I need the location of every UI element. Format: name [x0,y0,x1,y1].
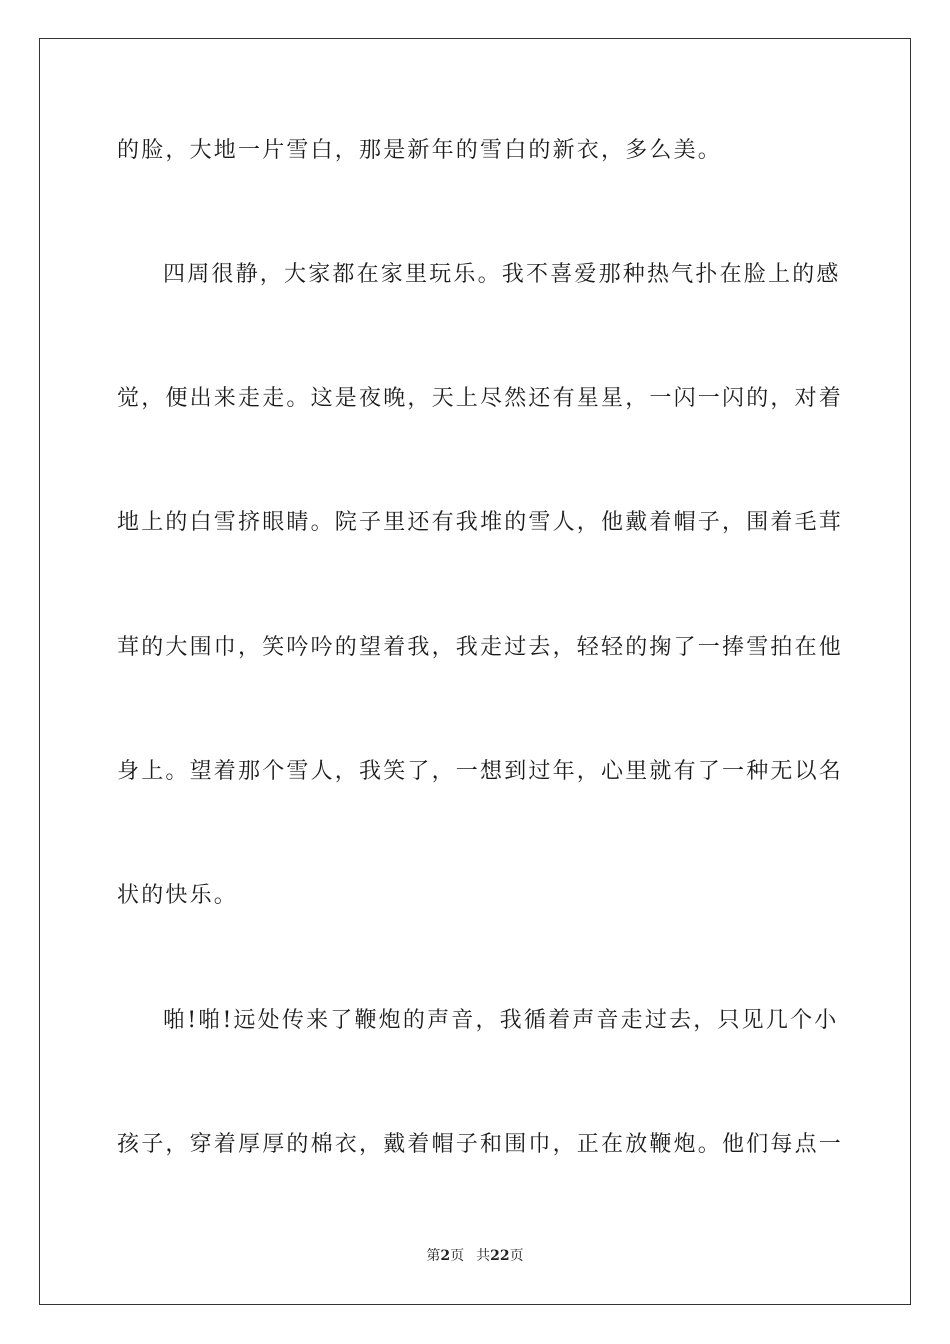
page-footer [0,1246,950,1266]
text-line-7: 状的快乐。 [117,883,239,908]
text-line-8: 啪!啪!远处传来了鞭炮的声音，我循着声音走过去，只见几个小 [163,1008,839,1033]
total-pages: 22 [490,1248,510,1264]
text-line-6: 身上。望着那个雪人，我笑了，一想到过年，心里就有了一种无以名 [117,759,844,784]
text-line-9: 孩子，穿着厚厚的棉衣，戴着帽子和围巾，正在放鞭炮。他们每点一 [117,1132,844,1157]
text-line-3: 觉，便出来走走。这是夜晚，天上尽然还有星星，一闪一闪的，对着 [117,386,844,411]
page-prefix: 第 [426,1248,441,1264]
text-line-1: 的脸，大地一片雪白，那是新年的雪白的新衣，多么美。 [117,138,723,163]
text-line-2: 四周很静，大家都在家里玩乐。我不喜爱那种热气扑在脸上的感 [163,262,841,287]
total-prefix: 共 [476,1248,491,1264]
text-line-4: 地上的白雪挤眼睛。院子里还有我堆的雪人，他戴着帽子，围着毛茸 [117,510,844,535]
total-suffix: 页 [509,1248,524,1264]
page-suffix: 页 [450,1248,465,1264]
page-border [39,38,911,1305]
page-number: 2 [440,1248,451,1264]
text-line-5: 茸的大围巾，笑吟吟的望着我，我走过去，轻轻的掬了一捧雪拍在他 [117,635,844,660]
